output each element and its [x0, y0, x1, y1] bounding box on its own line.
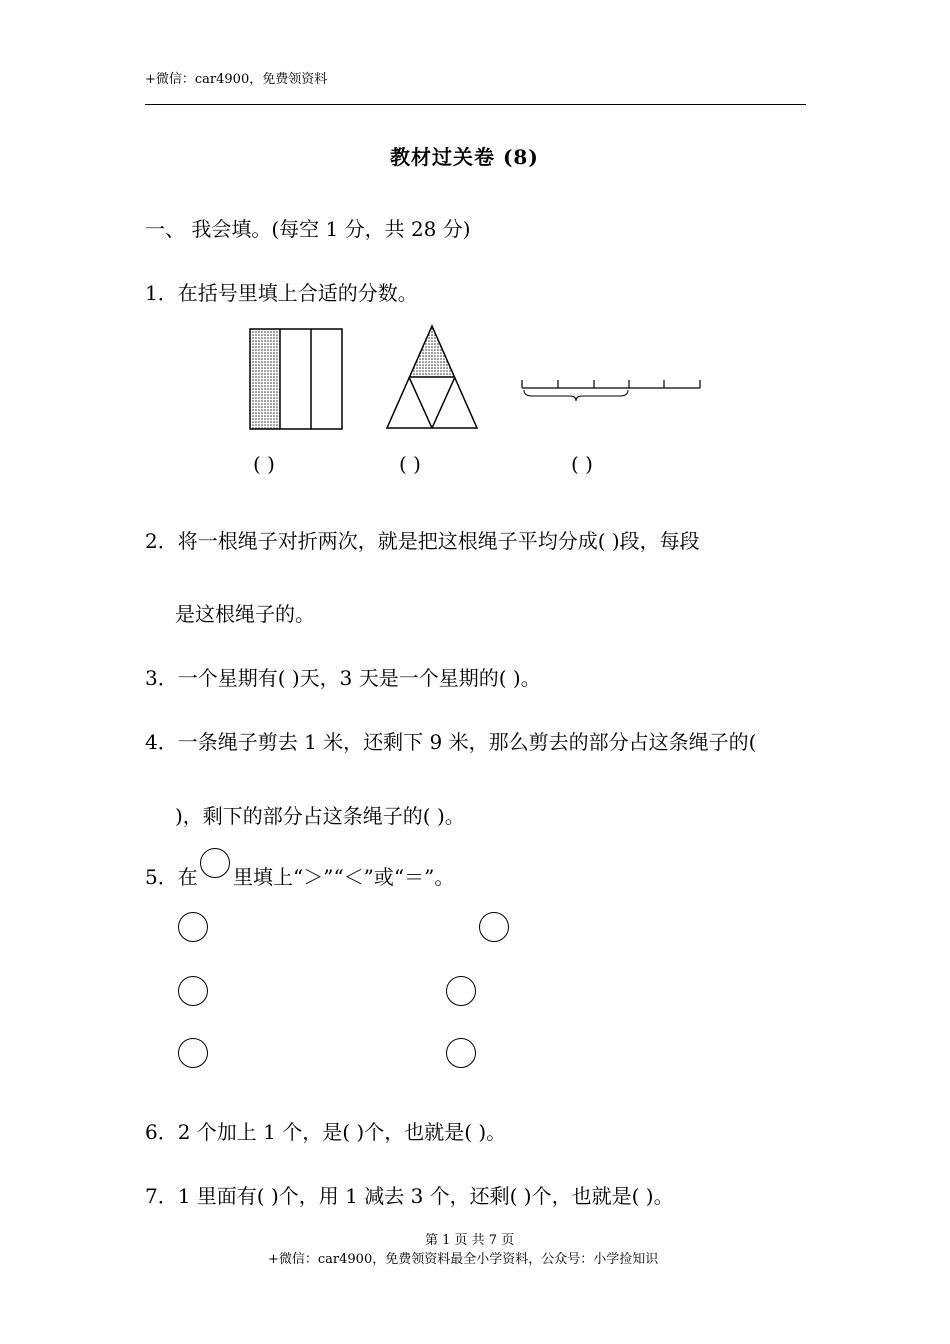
question-4-line-1: 4．一条绳子剪去 1 米，还剩下 9 米，那么剪去的部分占这条绳子的( [145, 730, 757, 754]
question-1: 1．在括号里填上合适的分数。 [145, 281, 418, 305]
compare-circle-1[interactable] [178, 912, 208, 942]
question-3: 3．一个星期有( )天，3 天是一个星期的( )。 [145, 666, 541, 690]
question-4-line-2: )，剩下的部分占这条绳子的( )。 [175, 804, 465, 828]
section-heading: 一、 我会填。(每空 1 分，共 28 分) [145, 217, 471, 241]
compare-circle-2[interactable] [479, 912, 509, 942]
question-5-prefix: 5．在 [145, 865, 198, 889]
inline-circle-icon [200, 848, 230, 878]
compare-circle-4[interactable] [446, 976, 476, 1006]
header-rule [145, 104, 806, 105]
page-header: +微信：car4900，免费领资料 [145, 72, 328, 87]
compare-circle-3[interactable] [178, 976, 208, 1006]
footer-note: +微信：car4900，免费领资料最全小学资料，公众号：小学捡知识 [268, 1252, 659, 1267]
page-title: 教材过关卷 (8) [390, 145, 539, 169]
question-6: 6．2 个加上 1 个，是( )个，也就是( )。 [145, 1120, 507, 1144]
question-5-suffix: 里填上“＞”“＜”或“＝”。 [233, 865, 455, 889]
compare-circle-5[interactable] [178, 1038, 208, 1068]
answer-blank-1[interactable]: ( ) [253, 452, 275, 476]
question-2-line-1: 2．将一根绳子对折两次，就是把这根绳子平均分成( )段，每段 [145, 529, 700, 553]
figure-segment-line [520, 378, 702, 404]
question-2-line-2: 是这根绳子的。 [175, 602, 315, 626]
answer-blank-3[interactable]: ( ) [571, 452, 593, 476]
page-number: 第 1 页 共 7 页 [425, 1233, 515, 1248]
figure-rectangle [249, 328, 343, 430]
figure-triangle [386, 325, 478, 429]
question-7: 7．1 里面有( )个，用 1 减去 3 个，还剩( )个，也就是( )。 [145, 1184, 674, 1208]
compare-circle-6[interactable] [446, 1038, 476, 1068]
answer-blank-2[interactable]: ( ) [399, 452, 421, 476]
